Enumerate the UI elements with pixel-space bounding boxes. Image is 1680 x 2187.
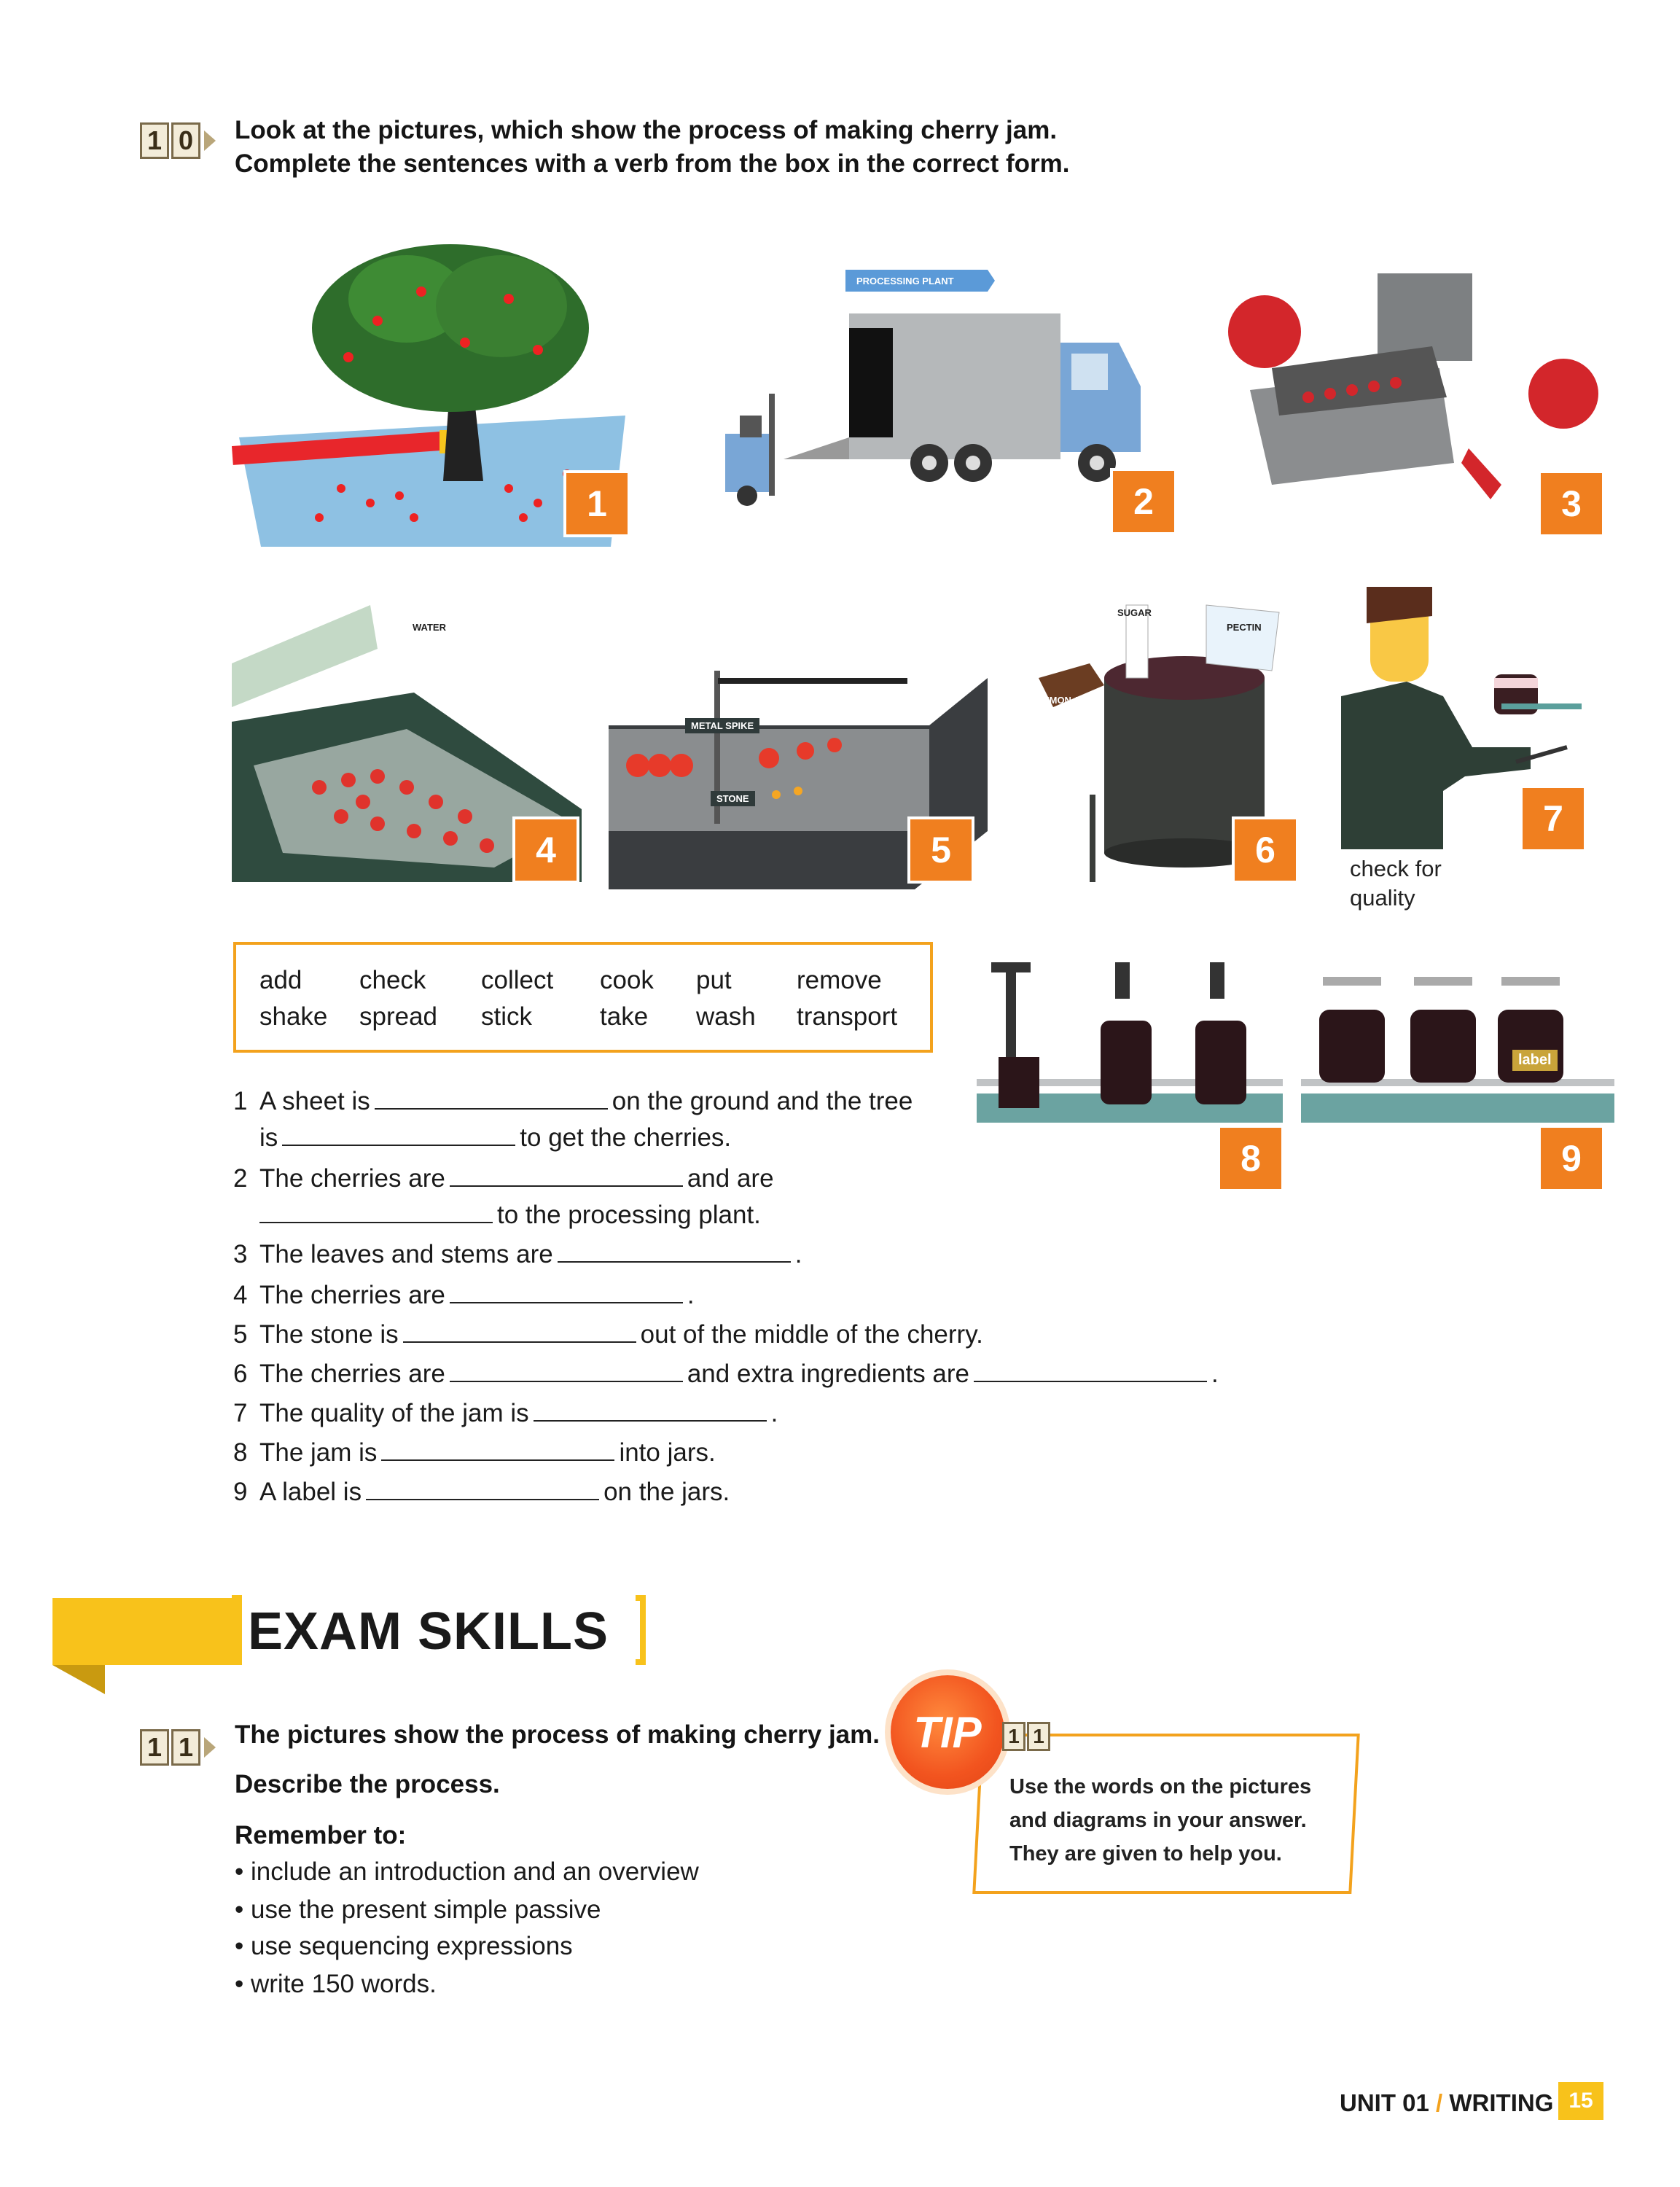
sentence-2 [233,1163,774,1193]
sentence-text: out of the middle of the cherry. [640,1320,983,1349]
exercise-number-digit: 0 [171,122,200,159]
exercise-number-digit: 1 [1002,1722,1025,1751]
sentence-5 [233,1319,983,1349]
picture-number-badge: 9 [1538,1125,1605,1192]
answer-blank[interactable] [375,1086,608,1110]
exercise-number-digit: 1 [171,1729,200,1766]
sentence-number: 8 [233,1438,248,1467]
sentence-number: 3 [233,1240,248,1268]
sentence-text: to the processing plant. [497,1201,761,1229]
word-box-item: spread [359,1002,438,1031]
sentence-text: The leaves and stems are [259,1240,553,1268]
word-box-item: shake [259,1002,328,1031]
sentence-text: and extra ingredients are [687,1360,970,1388]
picture-7-quality-check [1327,572,1618,849]
answer-blank[interactable] [403,1319,636,1343]
word-box-item: put [696,966,732,994]
caption-line: check for [1350,856,1442,881]
sentence-text: . [687,1281,695,1309]
answer-blank[interactable] [366,1477,599,1500]
picture-8-filling-jars [977,962,1283,1196]
word-box-item: collect [481,966,554,994]
answer-blank[interactable] [534,1398,767,1422]
sentence-text: and are [687,1164,774,1193]
sentence-text: The cherries are [259,1360,445,1388]
bullet-text: use sequencing expressions [250,1932,573,1960]
picture-number-badge: 1 [563,470,630,537]
word-box-item: wash [696,1002,756,1031]
page-footer [1340,2089,1553,2117]
exercise-number-digit: 1 [140,122,169,159]
stone-label: STONE [711,791,755,806]
sentence-text: The jam is [259,1438,378,1467]
picture-number-badge: 3 [1538,470,1605,537]
water-label: WATER [413,622,446,633]
word-box-item: check [359,966,426,994]
sentence-text: . [794,1240,802,1268]
tip-exercise-number [1002,1722,1052,1751]
word-box-item: remove [797,966,882,994]
sentence-text: The cherries are [259,1164,445,1193]
sentence-4 [233,1280,695,1310]
sentence-text: on the jars. [603,1478,730,1506]
exercise-10-number [140,122,216,159]
exercise-10-instruction-line1: Look at the pictures, which show the process of making cherry jam. [235,116,1058,144]
word-box-item: stick [481,1002,532,1031]
sugar-label: SUGAR [1117,607,1152,618]
caption-line: quality [1350,885,1415,911]
tip-line: They are given to help you. [1009,1842,1282,1866]
answer-blank[interactable] [558,1239,791,1263]
sentence-2-continued [259,1200,761,1230]
sentence-text: The quality of the jam is [259,1399,529,1427]
bullet-item: • include an introduction and an overview [235,1857,699,1886]
picture-number-badge: 2 [1110,468,1177,535]
sentence-number: 9 [233,1478,248,1506]
sentence-text: The stone is [259,1320,399,1349]
picture-2-transport [711,270,1192,547]
sentence-text: into jars. [619,1438,716,1467]
sentence-text: A sheet is [259,1087,370,1115]
sentence-text: A label is [259,1478,362,1506]
sentence-text: . [770,1399,778,1427]
sentence-number: 6 [233,1360,248,1388]
picture-number-badge: 4 [512,816,579,884]
word-box-item: add [259,966,302,994]
verb-word-box [233,942,933,1053]
tip-badge: TIP [891,1675,1004,1789]
exercise-10-instruction-line2: Complete the sentences with a verb from the box in the correct form. [235,149,1070,178]
sentence-number: 2 [233,1164,248,1193]
bullet-text: write 150 words. [250,1970,437,1998]
sentence-9 [233,1477,730,1507]
answer-blank[interactable] [450,1163,683,1187]
sentence-3 [233,1239,802,1269]
exercise-number-digit: 1 [140,1729,169,1766]
picture-7-caption [1350,854,1442,913]
footer-section: WRITING [1449,2089,1554,2116]
picture-number-badge: 8 [1217,1125,1284,1192]
bullet-text: use the present simple passive [250,1895,601,1924]
sentence-text: is [259,1123,278,1152]
sentence-text: . [1211,1360,1219,1388]
picture-9-labelling [1301,970,1614,1196]
sentence-text: on the ground and the tree [612,1087,913,1115]
bullet-item: • use the present simple passive [235,1895,601,1924]
exam-skills-banner [52,1598,242,1665]
bullet-item: • write 150 words. [235,1970,437,1998]
exam-skills-banner-fold [52,1665,105,1694]
footer-unit: UNIT 01 [1340,2089,1429,2116]
sentence-8 [233,1438,716,1467]
arrow-icon [204,1737,216,1758]
jar-label-tag: label [1512,1050,1558,1071]
sentence-number: 4 [233,1281,248,1309]
picture-5-stone-removal [609,663,988,889]
exercise-11-remember-heading: Remember to: [235,1821,407,1849]
picture-3-leaf-removal [1214,259,1622,547]
bracket-left [232,1595,242,1665]
exercise-11-number [140,1729,216,1766]
sentence-1 [233,1086,913,1116]
picture-1-tree-shaking [232,211,640,554]
word-box-item: transport [797,1002,898,1031]
answer-blank[interactable] [381,1438,614,1461]
picture-6-cooking [1024,590,1316,889]
bullet-item: • use sequencing expressions [235,1932,573,1960]
sentence-text: The cherries are [259,1281,445,1309]
answer-blank[interactable] [282,1123,515,1146]
processing-plant-label: PROCESSING PLANT [856,276,954,286]
tip-line: Use the words on the pictures [1009,1775,1312,1798]
picture-number-badge: 6 [1232,816,1299,884]
sentence-number: 1 [233,1087,248,1115]
lemon-juice-label: LEMON JUICE [1037,695,1102,706]
arrow-icon [204,130,216,151]
exercise-11-prompt: The pictures show the process of making cherry jam. [235,1720,880,1749]
sentence-6 [233,1359,1219,1389]
bullet-text: include an introduction and an overview [250,1857,699,1886]
exercise-11-task: Describe the process. [235,1770,500,1798]
sentence-text: to get the cherries. [520,1123,732,1152]
sentence-number: 7 [233,1399,248,1427]
picture-number-badge: 7 [1520,785,1587,852]
answer-blank[interactable] [450,1359,683,1382]
tip-line: and diagrams in your answer. [1009,1809,1307,1832]
answer-blank[interactable] [974,1359,1207,1382]
tip-text [1009,1770,1330,1871]
footer-slash: / [1436,2089,1443,2116]
page-number: 15 [1558,2082,1603,2120]
pectin-label: PECTIN [1227,622,1262,633]
picture-number-badge: 5 [907,816,974,884]
exam-skills-title: EXAM SKILLS [248,1602,609,1661]
word-box-item: take [600,1002,649,1031]
bracket-right [636,1595,646,1665]
picture-4-washing [232,605,589,889]
answer-blank[interactable] [259,1200,493,1223]
sentence-number: 5 [233,1320,248,1349]
sentence-7 [233,1398,778,1428]
metal-spike-label: METAL SPIKE [685,718,759,733]
word-box-item: cook [600,966,654,994]
sentence-1-continued [259,1123,731,1153]
exercise-number-digit: 1 [1027,1722,1050,1751]
answer-blank[interactable] [450,1280,683,1303]
